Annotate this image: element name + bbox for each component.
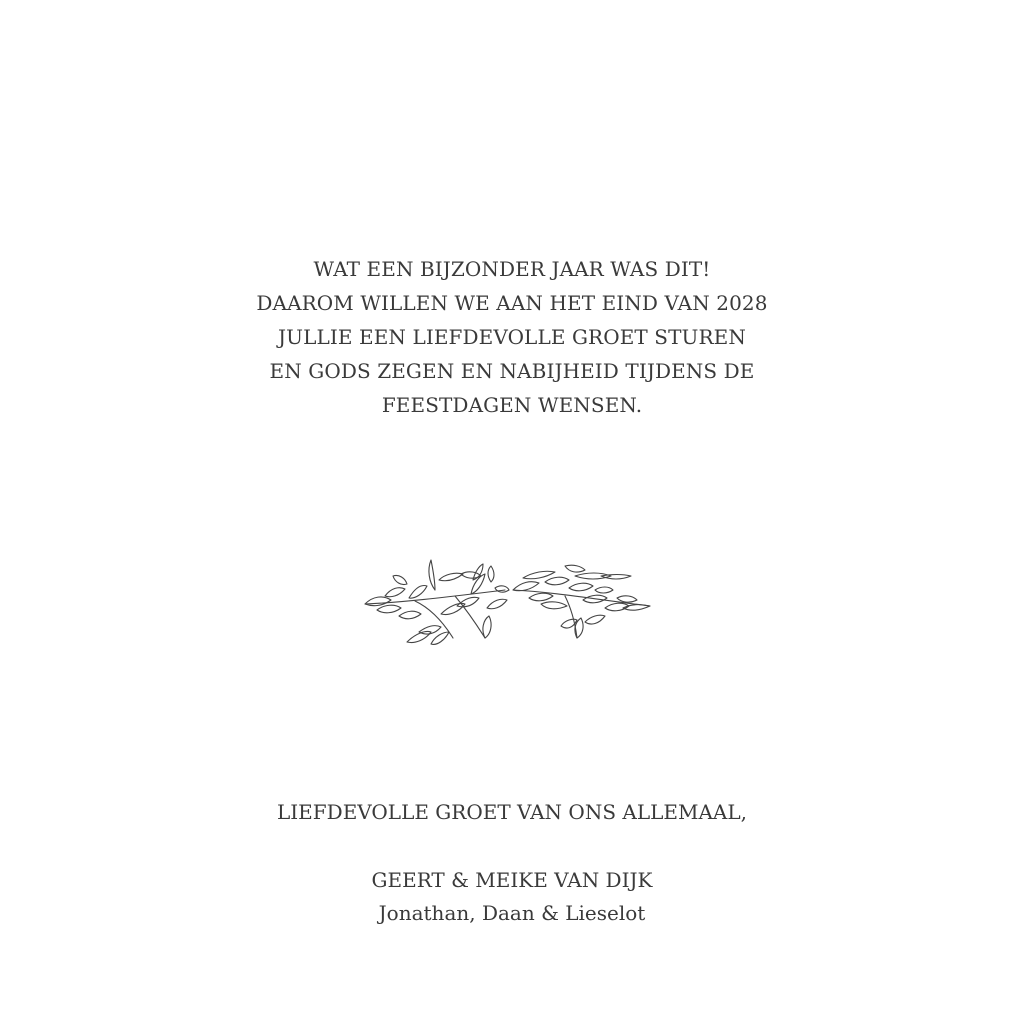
message-line: EN GODS ZEGEN EN NABIJHEID TIJDENS DE xyxy=(269,359,755,383)
message-line: JULLIE EEN LIEFDEVOLLE GROET STUREN xyxy=(278,325,746,349)
message-line: DAAROM WILLEN WE AAN HET EIND VAN 2028 xyxy=(256,291,768,315)
signature-parents: GEERT & MEIKE VAN DIJK xyxy=(371,868,653,892)
message-line: WAT EEN BIJZONDER JAAR WAS DIT! xyxy=(313,257,711,281)
closing-greeting: LIEFDEVOLLE GROET VAN ONS ALLEMAAL, xyxy=(277,800,747,824)
card-message xyxy=(0,252,1024,422)
signature-children: Jonathan, Daan & Lieselot xyxy=(378,901,646,925)
signature xyxy=(0,864,1024,930)
leaf-branches-icon xyxy=(355,552,660,654)
message-line: FEESTDAGEN WENSEN. xyxy=(381,393,643,417)
